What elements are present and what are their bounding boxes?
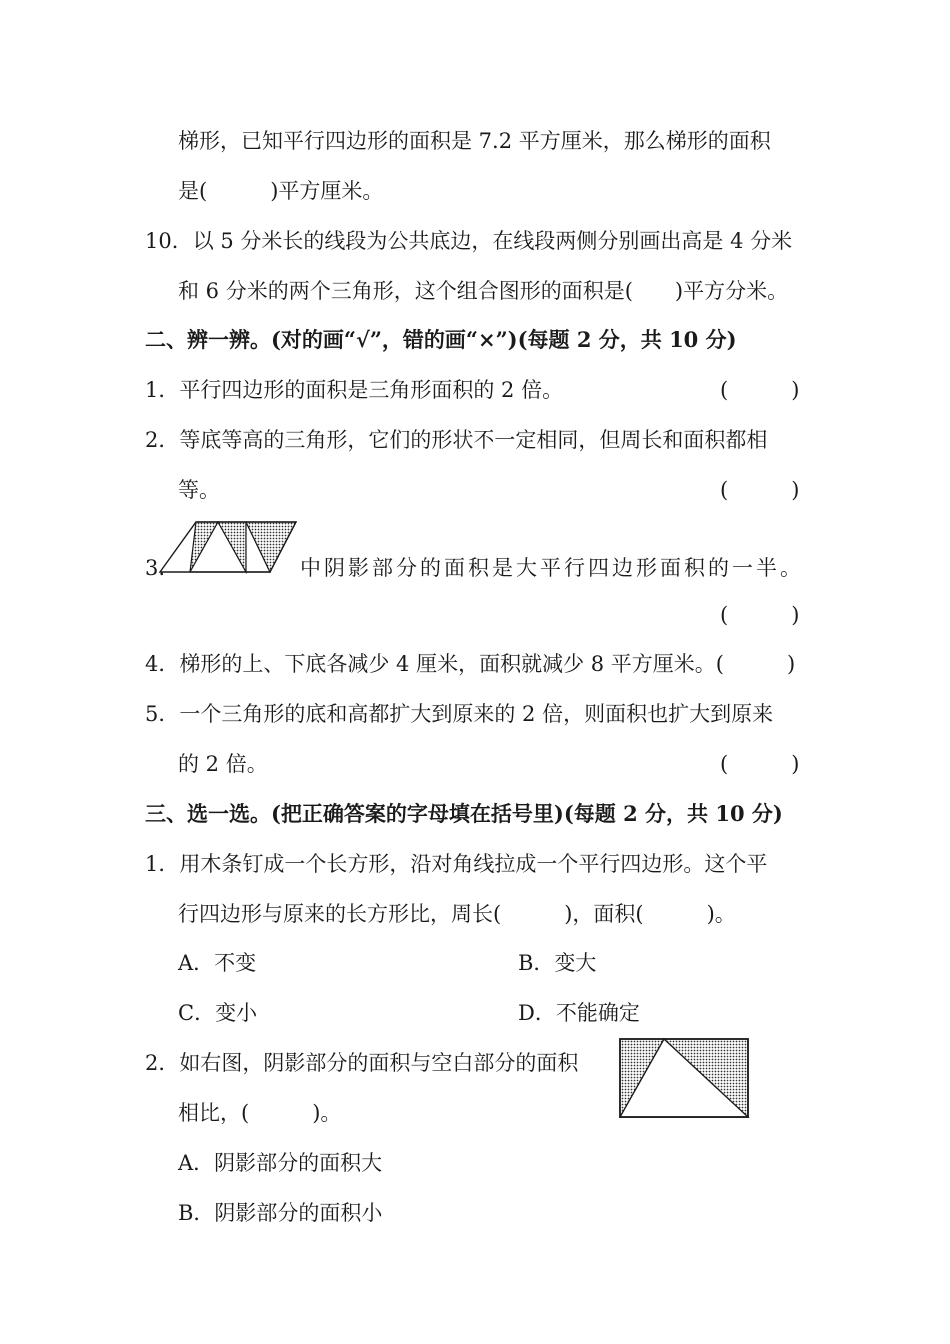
- choice-q2-option-a: A．阴影部分的面积大: [178, 1151, 383, 1175]
- choice-q1-cont: 行四边形与原来的长方形比，周长( )，面积( )。: [178, 902, 736, 926]
- judge-q3-number: 3.: [145, 556, 166, 580]
- section-2-heading: 二、辨一辨。(对的画“√”，错的画“×”)(每题 2 分，共 10 分): [145, 327, 737, 352]
- rectangle-triangle-figure: [618, 1037, 750, 1119]
- judge-q2-answer-paren: ( ): [720, 478, 800, 502]
- q9-continued-line: 梯形，已知平行四边形的面积是 7.2 平方厘米，那么梯形的面积: [178, 129, 771, 153]
- choice-q2-cont: 相比，( )。: [178, 1101, 342, 1125]
- choice-q2: 2．如右图，阴影部分的面积与空白部分的面积: [145, 1051, 579, 1075]
- q9-answer-line: 是( )平方厘米。: [178, 179, 384, 203]
- judge-q3-answer-paren: ( ): [720, 603, 800, 627]
- judge-q1: 1．平行四边形的面积是三角形面积的 2 倍。: [145, 378, 564, 402]
- choice-q1-option-b: B．变大: [518, 951, 597, 975]
- choice-q2-option-b: B．阴影部分的面积小: [178, 1201, 383, 1225]
- judge-q4: 4．梯形的上、下底各减少 4 厘米，面积就减少 8 平方厘米。( ): [145, 652, 796, 676]
- choice-q1-option-d: D．不能确定: [518, 1001, 640, 1025]
- judge-q5: 5．一个三角形的底和高都扩大到原来的 2 倍，则面积也扩大到原来: [145, 702, 774, 726]
- judge-q2-cont: 等。: [178, 478, 220, 502]
- q10-line: 10．以 5 分米长的线段为公共底边，在线段两侧分别画出高是 4 分米: [145, 229, 793, 253]
- choice-q1-option-a: A．不变: [178, 951, 257, 975]
- choice-q1-option-c: C．变小: [178, 1001, 258, 1025]
- judge-q2: 2．等底等高的三角形，它们的形状不一定相同，但周长和面积都相: [145, 428, 768, 452]
- parallelogram-figure: [158, 519, 300, 575]
- judge-q5-cont: 的 2 倍。: [178, 752, 268, 776]
- choice-q1: 1．用木条钉成一个长方形，沿对角线拉成一个平行四边形。这个平: [145, 852, 768, 876]
- section-3-heading: 三、选一选。(把正确答案的字母填在括号里)(每题 2 分，共 10 分): [145, 801, 783, 826]
- judge-q1-answer-paren: ( ): [720, 378, 800, 402]
- judge-q3-text: 中阴影部分的面积是大平行四边形面积的一半。: [300, 556, 804, 580]
- q10-answer-line: 和 6 分米的两个三角形，这个组合图形的面积是( )平方分米。: [178, 279, 789, 303]
- judge-q5-answer-paren: ( ): [720, 752, 800, 776]
